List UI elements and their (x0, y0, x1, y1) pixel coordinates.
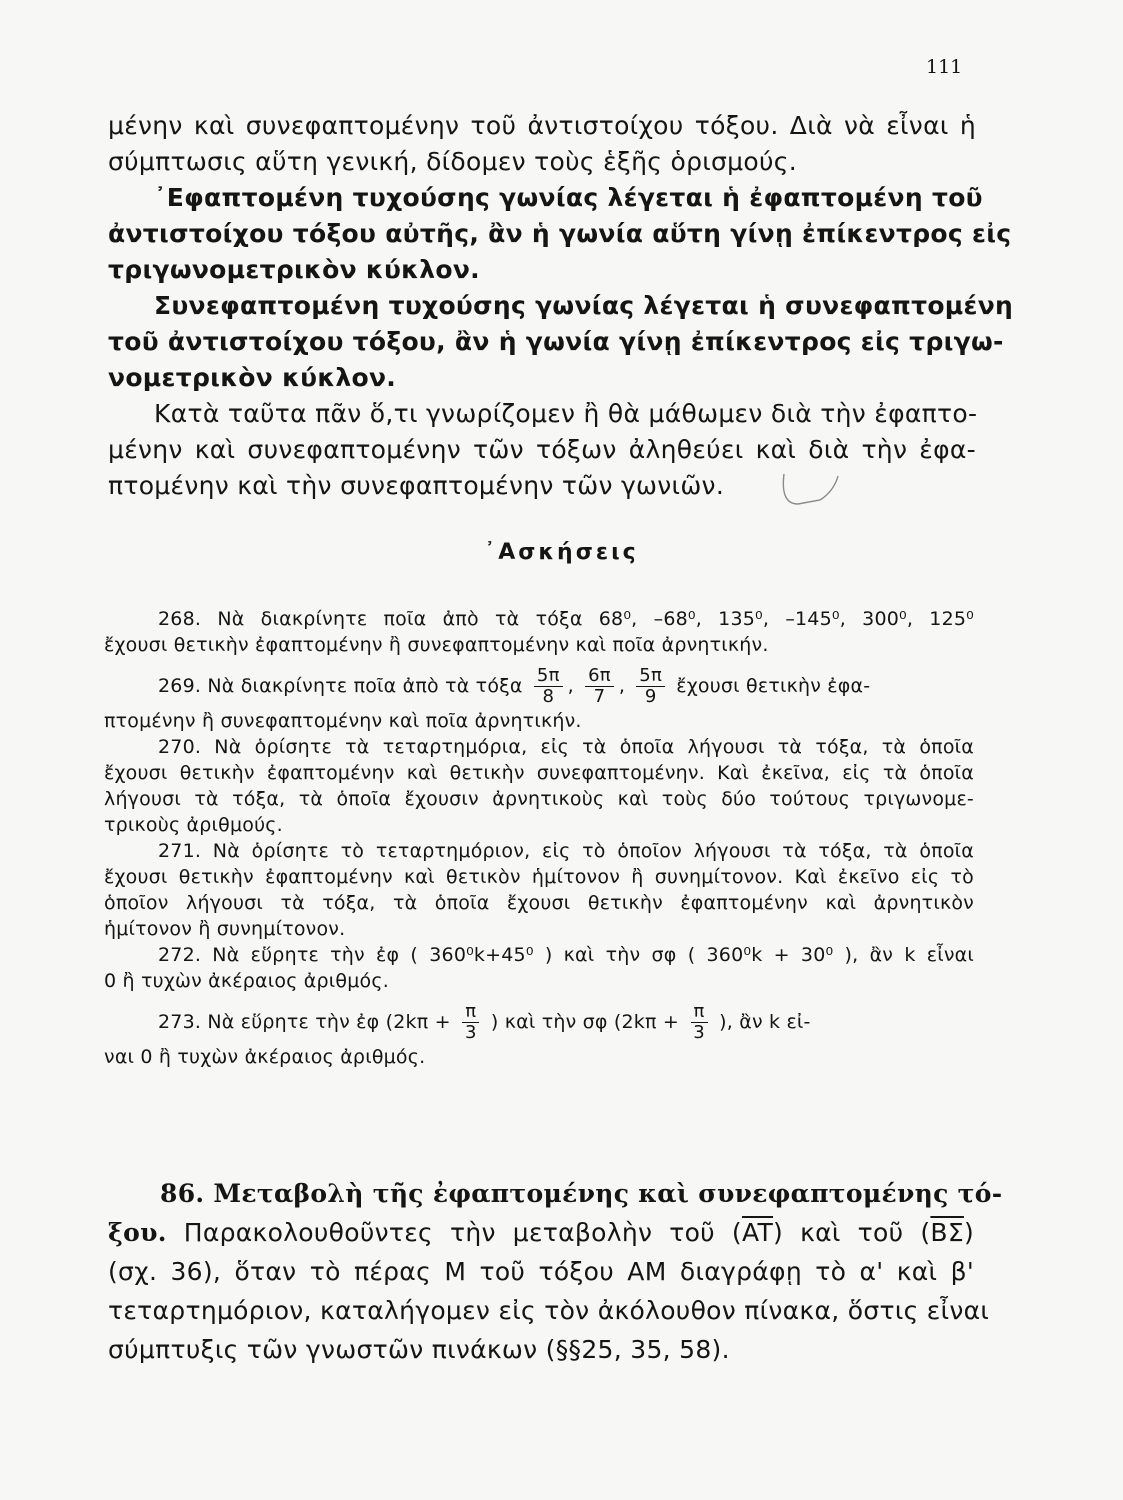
exercise-271-cont: ἡμίτονον ἢ συνημίτονον. (104, 918, 346, 940)
cotangent-definition-line: Συνεφαπτομένη τυχούσης γωνίας λέγεται ἡ συνεφαπτομένη (154, 291, 1014, 320)
exercise-269-text: ἔχουσι θετικὴν ἐφα- (676, 675, 871, 697)
exercise-270: 270. Νὰ ὁρίσητε τὰ τεταρτημόρια, εἰς τὰ ὁποῖα λήγουσι τὰ τόξα, τὰ ὁποῖα (158, 736, 974, 758)
text-line: μένην καὶ συνεφαπτομένην τῶν τόξων ἀληθεύει καὶ διὰ τὴν ἐφα- (108, 435, 976, 464)
text-line: Κατὰ ταῦτα πᾶν ὅ,τι γνωρίζομεν ἢ θὰ μάθωμεν διὰ τὴν ἐφαπτο- (154, 399, 978, 428)
section-title-end: ξου. (108, 1218, 167, 1247)
exercise-269-text: 269. Νὰ διακρίνητε ποῖα ἀπὸ τὰ τόξα (158, 675, 523, 697)
text-line: μένην καὶ συνεφαπτομένην τοῦ ἀντιστοίχου τόξου. Διὰ νὰ εἶναι ἡ (108, 111, 976, 140)
exercises-heading: ᾿Ασκήσεις (484, 540, 639, 565)
tangent-definition-line: ᾿Εφαπτομένη τυχούσης γωνίας λέγεται ἡ ἐφαπτομένη τοῦ (154, 183, 983, 212)
exercise-270-cont: ἔχουσι θετικὴν ἐφαπτομένην καὶ θετικὴν συνεφαπτομένην. Καὶ ἐκεῖνα, εἰς τὰ ὁποῖα (104, 762, 974, 784)
fraction-numerator: 5π (534, 666, 563, 687)
fraction (690, 1002, 708, 1043)
fraction (534, 666, 563, 707)
fraction-denominator: 8 (542, 686, 555, 707)
exercise-272: 272. Νὰ εὕρητε τὴν ἐφ ( 360⁰k+45⁰ ) καὶ τὴν σφ ( 360⁰k + 30⁰ ), ἂν k εἶναι (158, 944, 974, 966)
page-number: 111 (926, 56, 963, 78)
section-text-line (108, 1213, 974, 1252)
exercise-272-cont: 0 ἢ τυχὼν ἀκέραιος ἀριθμός. (104, 970, 389, 992)
fraction (462, 1002, 480, 1043)
exercise-271-cont: ἔχουσι θετικὴν ἐφαπτομένην καὶ θετικὸν ἡμίτονον ἢ συνημίτονον. Καὶ ἐκεῖνο εἰς τὸ (104, 866, 974, 888)
intro-paragraphs (108, 108, 1014, 504)
fraction-denominator: 3 (464, 1022, 477, 1043)
pencil-mark (780, 470, 840, 510)
fraction-numerator: 5π (636, 666, 665, 687)
text-line: σύμπτωσις αὕτη γενική, δίδομεν τοὺς ἑξῆς ὁρισμούς. (108, 147, 797, 176)
tangent-definition-line: ἀντιστοίχου τόξου αὐτῆς, ἂν ἡ γωνία αὕτη γίνῃ ἐπίκεντρος εἰς (108, 219, 1012, 248)
exercise-271: 271. Νὰ ὁρίσητε τὸ τεταρτημόριον, εἰς τὸ ὁποῖον λήγουσι τὰ τόξα, τὰ ὁποῖα (158, 840, 974, 862)
exercise-270-cont: λήγουσι τὰ τόξα, τὰ ὁποῖα ἔχουσιν ἀρνητικοὺς καὶ τοὺς δύο τούτους τριγωνομε- (104, 788, 974, 810)
section-text: ) (963, 1218, 974, 1247)
exercise-270-cont: τρικοὺς ἀριθμούς. (104, 814, 283, 836)
cotangent-definition-line: τοῦ ἀντιστοίχου τόξου, ἂν ἡ γωνία γίνῃ ἐπίκεντρος εἰς τριγω- (108, 327, 1004, 356)
fraction-denominator: 7 (593, 686, 606, 707)
exercises-list (104, 606, 974, 1070)
section-text-line: τεταρτημόριον, καταλήγομεν εἰς τὸν ἀκόλουθον πίνακα, ὅστις εἶναι (108, 1296, 990, 1325)
arc-at: $\overline{AT}$ (741, 1218, 774, 1247)
fraction (636, 666, 665, 707)
exercise-273-text: 273. Νὰ εὕρητε τὴν ἐφ (2kπ + (158, 1011, 451, 1033)
section-text: Παρακολουθοῦντες τὴν μεταβολὴν τοῦ ( (183, 1218, 742, 1247)
fraction-denominator: 9 (644, 686, 657, 707)
fraction-numerator: π (691, 1002, 708, 1023)
exercise-269: 269. Νὰ διακρίνητε ποῖα ἀπὸ τὰ τόξα $\frac{5\pi}{8}$ , $\frac{6\pi}{7}$ , $\frac{5\pi}{9}$ ἔχουσι θετικὴν ἐφα- (158, 665, 871, 707)
exercise-268-cont: ἔχουσι θετικὴν ἐφαπτομένην ἢ συνεφαπτομένην καὶ ποῖα ἀρνητικήν. (104, 634, 769, 656)
text-line: πτομένην καὶ τὴν συνεφαπτομένην τῶν γωνιῶν. (108, 471, 725, 500)
fraction (585, 666, 614, 707)
exercise-269-cont: πτομένην ἢ συνεφαπτομένην καὶ ποῖα ἀρνητικήν. (104, 710, 582, 732)
fraction-numerator: π (462, 1002, 479, 1023)
fraction-numerator: 6π (585, 666, 614, 687)
exercise-273 (104, 1000, 974, 1044)
cotangent-definition-line: νομετρικὸν κύκλον. (108, 363, 397, 392)
section-text-line: (σχ. 36), ὅταν τὸ πέρας Μ τοῦ τόξου ΑΜ διαγράφῃ τὸ α' καὶ β' (108, 1257, 974, 1286)
exercise-273-text: ) καὶ τὴν σφ (2kπ + (490, 1011, 679, 1033)
tangent-definition-line: τριγωνομετρικὸν κύκλον. (108, 255, 480, 284)
section-text: ) καὶ τοῦ ( (773, 1218, 931, 1247)
fraction-denominator: 3 (693, 1022, 705, 1043)
section-86 (108, 1174, 1003, 1369)
arc-bs: $\overline{B\Sigma}$ (930, 1218, 964, 1247)
section-text-line: σύμπτυξις τῶν γνωστῶν πινάκων (§§25, 35, 58). (108, 1335, 730, 1364)
section-title: 86. Μεταβολὴ τῆς ἐφαπτομένης καὶ συνεφαπτομένης τό- (160, 1179, 1003, 1208)
exercise-273-cont: ναι 0 ἢ τυχὼν ἀκέραιος ἀριθμός. (104, 1046, 426, 1068)
exercise-273-text: ), ἂν k εἰ- (719, 1011, 811, 1033)
exercise-271-cont: ὁποῖον λήγουσι τὰ τόξα, τὰ ὁποῖα ἔχουσι θετικὴν ἐφαπτομένην καὶ ἀρνητικὸν (104, 892, 974, 914)
exercise-268: 268. Νὰ διακρίνητε ποῖα ἀπὸ τὰ τόξα 68⁰, –68⁰, 135⁰, –145⁰, 300⁰, 125⁰ (158, 608, 974, 630)
